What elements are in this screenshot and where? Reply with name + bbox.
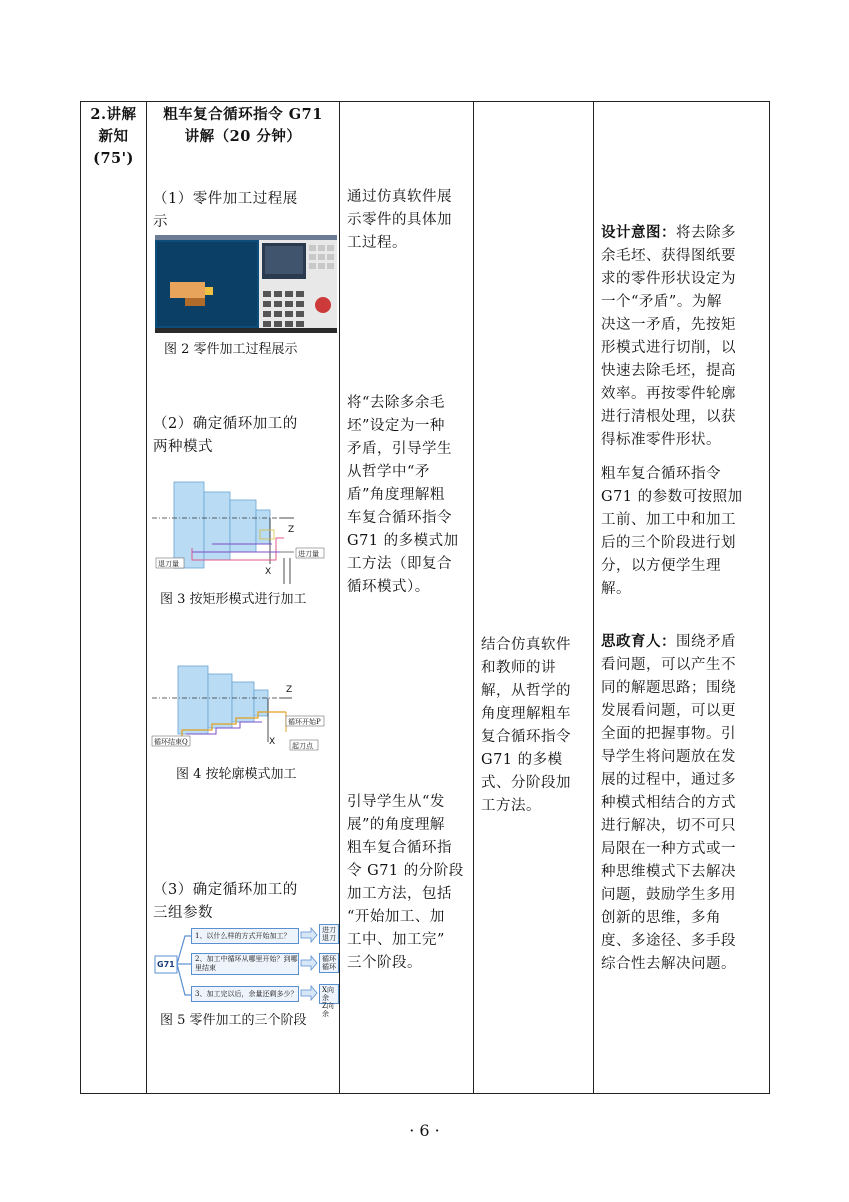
text-line: 坯”设定为一种 — [347, 418, 445, 434]
student-activity-1 — [481, 634, 591, 818]
text-line: 工前、加工中和加工 — [601, 512, 736, 528]
teacher-activity-2 — [347, 392, 471, 599]
item-2 — [153, 413, 338, 459]
stage-1-text: 1、以什么样的方式开始加工？ — [195, 932, 291, 940]
stage-1-result — [319, 924, 339, 944]
text-line: 令 G71 的分阶段 — [347, 863, 464, 879]
text-line: 和教师的讲 — [481, 660, 556, 676]
text-line: 后的三个阶段进行划 — [601, 535, 736, 551]
result-text: X向余 — [322, 986, 334, 1002]
stage-3-text: 3、加工完以后，余量还剩多少？ — [195, 990, 298, 998]
simulation-screenshot — [155, 235, 337, 333]
content-column — [147, 102, 339, 1093]
teacher-activity-1 — [347, 186, 471, 255]
result-text: Z向余 — [322, 1002, 334, 1018]
stage-3-box — [191, 986, 299, 1002]
text-line: G71 的参数可按照加 — [601, 489, 743, 505]
text-line: 度、多途径、多手段 — [601, 933, 736, 949]
text-line: G71 的多模 — [481, 752, 563, 768]
ideological-line: 围绕矛盾 — [676, 634, 736, 650]
text-line: 车复合循环指令 — [347, 510, 452, 526]
item-3 — [153, 879, 338, 925]
start-point-label: 起刀点 — [292, 742, 313, 750]
text-line: 三个阶段。 — [347, 955, 422, 971]
rectangle-mode-graphic — [152, 478, 338, 586]
text-line: “开始加工、加 — [347, 909, 445, 925]
text-line: 种思维模式下去解决 — [601, 864, 736, 880]
text-line: 效率。再按零件轮廓 — [601, 386, 736, 402]
text-line: 全面的把握事物。引 — [601, 726, 736, 742]
ideological-education — [601, 630, 767, 976]
item-line: 两种模式 — [153, 439, 213, 455]
design-intent-line: 将去除多 — [676, 225, 736, 241]
text-line: 形模式进行切削，以 — [601, 340, 736, 356]
stage-2-text: 2、加工中循环从哪里开始？到哪 — [195, 955, 298, 963]
result-text: 进刀 — [322, 926, 336, 934]
text-line: 角度理解粗车 — [481, 706, 571, 722]
retract-label: 退刀量 — [158, 560, 179, 568]
item-1 — [153, 188, 338, 234]
text-line: 快速去除毛坯，提高 — [601, 363, 736, 379]
cycle-start-label: 循环开始P — [288, 718, 321, 726]
student-activity-column — [474, 102, 593, 1093]
text-line: 问题，鼓励学生多用 — [601, 887, 736, 903]
text-line: 综合性去解决问题。 — [601, 956, 736, 972]
text-line: 结合仿真软件 — [481, 637, 571, 653]
text-line: 解，从哲学的 — [481, 683, 571, 699]
section-heading-line: 粗车复合循环指令 G71 — [163, 106, 323, 123]
text-line: 工过程。 — [347, 235, 407, 251]
text-line: 盾”角度理解粗 — [347, 487, 445, 503]
text-line: 种模式相结合的方式 — [601, 795, 736, 811]
design-intent-label: 设计意图： — [601, 224, 676, 241]
text-line: 工中、加工完” — [347, 932, 445, 948]
simulation-screenshot-graphic — [155, 235, 337, 333]
x-axis-label: X — [269, 737, 276, 747]
item-line: （1）零件加工过程展 — [153, 191, 298, 207]
design-intent — [601, 221, 767, 452]
ideological-label: 思政育人： — [601, 633, 676, 650]
result-text: 循环 — [322, 955, 336, 963]
text-line: 进行解决，切不可只 — [601, 818, 736, 834]
text-line: G71 的多模式加 — [347, 533, 459, 549]
stage-label-line: 新知 — [98, 128, 129, 145]
teacher-activity-3 — [347, 791, 471, 975]
cycle-end-label: 循环结束Q — [154, 738, 188, 746]
text-line: 示零件的具体加 — [347, 212, 452, 228]
text-line: 加工方法，包括 — [347, 886, 452, 902]
g71-node: G71 — [157, 960, 175, 969]
feed-label: 进刀量 — [298, 550, 319, 558]
text-line: 工方法（即复合 — [347, 556, 452, 572]
item-line: 三组参数 — [153, 905, 213, 921]
text-line: 矛盾，引导学生 — [347, 441, 452, 457]
text-line: 发展看问题，可以更 — [601, 703, 736, 719]
text-line: 决这一矛盾，先按矩 — [601, 317, 736, 333]
text-line: 一个“矛盾”。为解 — [601, 294, 722, 310]
text-line: 进行清根处理，以获 — [601, 409, 736, 425]
x-axis-label: X — [265, 567, 272, 577]
text-line: 粗车复合循环指 — [347, 840, 452, 856]
stage-2-box — [191, 953, 299, 975]
text-line: 导学生将问题放在发 — [601, 749, 736, 765]
stage-label — [81, 104, 146, 170]
stage-label-line: (75') — [93, 150, 134, 167]
stage-column — [81, 102, 146, 1093]
design-intent-column — [594, 102, 771, 1093]
text-line: 循环模式）。 — [347, 579, 430, 595]
text-line: 余毛坯、获得图纸要 — [601, 248, 736, 264]
text-line: 从哲学中“矛 — [347, 464, 430, 480]
section-heading — [147, 104, 339, 148]
result-text: 循环 — [322, 963, 336, 971]
text-line: 工方法。 — [481, 798, 541, 814]
parameter-note — [601, 463, 767, 601]
z-axis-label: Z — [288, 525, 295, 535]
text-line: 通过仿真软件展 — [347, 189, 452, 205]
text-line: 展的过程中，通过多 — [601, 772, 736, 788]
text-line: 式、分阶段加 — [481, 775, 571, 791]
text-line: 局限在一种方式或一 — [601, 841, 736, 857]
figure-caption: 图 5 零件加工的三个阶段 — [160, 1013, 307, 1028]
text-line: 创新的思维，多角 — [601, 910, 721, 926]
contour-mode-diagram — [152, 662, 338, 756]
text-line: 解。 — [601, 581, 631, 597]
stage-3-result — [319, 984, 339, 1018]
text-line: 将“去除多余毛 — [347, 395, 445, 411]
rectangle-mode-diagram — [152, 478, 338, 586]
lesson-table — [80, 101, 770, 1094]
section-heading-line: 讲解（20 分钟） — [184, 128, 302, 145]
figure-caption: 图 4 按轮廓模式加工 — [176, 767, 297, 782]
stage-label-line: 2.讲解 — [90, 106, 137, 123]
text-line: 复合循环指令 — [481, 729, 571, 745]
stage-2-result — [319, 953, 339, 973]
figure-caption: 图 2 零件加工过程展示 — [164, 342, 298, 357]
figure-caption: 图 3 按矩形模式进行加工 — [160, 592, 307, 607]
text-line: 得标准零件形状。 — [601, 432, 721, 448]
page-number: · 6 · — [409, 1121, 440, 1140]
stage-2-text: 里结束 — [195, 964, 216, 972]
z-axis-label: Z — [286, 685, 293, 695]
text-line: 粗车复合循环指令 — [601, 466, 721, 482]
item-line: 示 — [153, 214, 168, 230]
text-line: 看问题，可以产生不 — [601, 657, 736, 673]
stage-1-box — [191, 928, 299, 944]
result-text: 退刀 — [322, 934, 336, 942]
teacher-activity-column — [340, 102, 473, 1093]
text-line: 展”的角度理解 — [347, 817, 445, 833]
text-line: 分，以方便学生理 — [601, 558, 721, 574]
item-line: （3）确定循环加工的 — [153, 882, 298, 898]
text-line: 求的零件形状设定为 — [601, 271, 736, 287]
contour-mode-graphic — [152, 662, 338, 756]
text-line: 同的解题思路；围绕 — [601, 680, 736, 696]
item-line: （2）确定循环加工的 — [153, 416, 298, 432]
three-stage-flow-diagram — [155, 922, 339, 1018]
text-line: 引导学生从“发 — [347, 794, 445, 810]
